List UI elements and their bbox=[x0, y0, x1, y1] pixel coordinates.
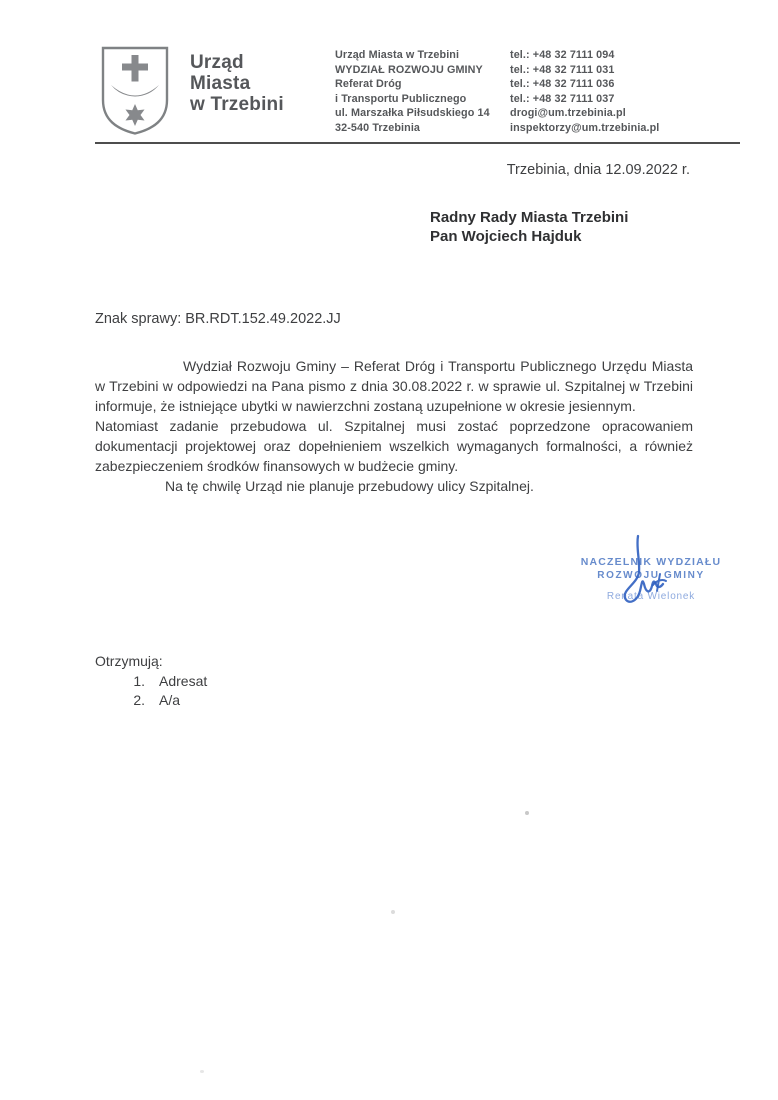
dept-line: 32-540 Trzebinia bbox=[335, 121, 421, 134]
dept-line: Urząd Miasta w Trzebini bbox=[335, 49, 460, 61]
org-title-line: w Trzebini bbox=[190, 94, 284, 115]
cross-icon bbox=[122, 55, 148, 82]
body-paragraph-3: Na tę chwilę Urząd nie planuje przebudowy ulicy Szpitalnej. bbox=[165, 478, 534, 494]
contact-info-block bbox=[510, 48, 695, 136]
scan-speck bbox=[200, 1070, 204, 1073]
distribution-items bbox=[95, 673, 207, 708]
distribution-heading: Otrzymują: bbox=[95, 653, 163, 669]
crescent-icon bbox=[111, 85, 159, 97]
stamp-title-line: NACZELNIK WYDZIAŁU bbox=[580, 556, 722, 568]
signatory-name: Renata Wielonek bbox=[606, 591, 696, 602]
coat-of-arms-logo bbox=[95, 43, 175, 137]
email-line: inspektorzy@um.trzebinia.pl bbox=[510, 121, 660, 134]
dept-line: WYDZIAŁ ROZWOJU GMINY bbox=[335, 63, 483, 76]
email-line: drogi@um.trzebinia.pl bbox=[510, 107, 626, 120]
distribution-list bbox=[95, 653, 207, 708]
addressee-role: Radny Rady Miasta Trzebini bbox=[430, 209, 629, 226]
phone-line: tel.: +48 32 7111 037 bbox=[510, 92, 615, 105]
dept-line: ul. Marszałka Piłsudskiego 14 bbox=[335, 107, 490, 120]
dept-line: Referat Dróg bbox=[335, 78, 402, 91]
dept-line: i Transportu Publicznego bbox=[335, 92, 467, 105]
list-item-label: Adresat bbox=[159, 673, 208, 689]
department-address-block bbox=[335, 48, 510, 136]
addressee-name: Pan Wojciech Hajduk bbox=[430, 228, 582, 245]
organization-title bbox=[190, 52, 284, 115]
scan-speck bbox=[525, 811, 529, 815]
phone-line: tel.: +48 32 7111 094 bbox=[510, 49, 615, 61]
list-item-label: A/a bbox=[159, 692, 181, 708]
body-paragraph-1: Wydział Rozwoju Gminy – Referat Dróg i Transportu Publicznego Urzędu Miasta w Trzebini w odpowiedzi na Pana pismo z dnia 30.08.2022 r. w sprawie ul. Szpitalnej w Trzebini informuje, że istniejące ubytki w nawierzchni zostaną uzupełnione w okresie jesiennym. bbox=[95, 358, 693, 414]
star-icon bbox=[125, 104, 144, 126]
list-item bbox=[95, 673, 207, 689]
stamp-title-line: ROZWOJU GMINY bbox=[597, 570, 705, 581]
addressee-block bbox=[430, 208, 628, 246]
date-line: Trzebinia, dnia 12.09.2022 r. bbox=[506, 162, 690, 178]
list-item-number: 2. bbox=[133, 692, 145, 708]
handwritten-signature bbox=[612, 533, 674, 619]
org-title-line: Urząd bbox=[190, 52, 244, 73]
list-item bbox=[95, 692, 207, 708]
phone-line: tel.: +48 32 7111 031 bbox=[510, 63, 615, 76]
header-divider bbox=[95, 142, 740, 144]
letter-body bbox=[95, 356, 693, 496]
phone-line: tel.: +48 32 7111 036 bbox=[510, 78, 615, 91]
signature-stroke bbox=[653, 574, 666, 591]
list-item-number: 1. bbox=[133, 673, 145, 689]
body-paragraph-2: Natomiast zadanie przebudowa ul. Szpitalnej musi zostać poprzedzone opracowaniem dokumentacji projektowej oraz dopełnieniem wszelkich wymaganych formalności, a również zabezpieczeniem środków finansowych w budżecie gminy. bbox=[95, 418, 693, 474]
scan-speck bbox=[391, 910, 395, 914]
org-title-line: Miasta bbox=[190, 73, 251, 94]
case-reference: Znak sprawy: BR.RDT.152.49.2022.JJ bbox=[95, 311, 341, 327]
